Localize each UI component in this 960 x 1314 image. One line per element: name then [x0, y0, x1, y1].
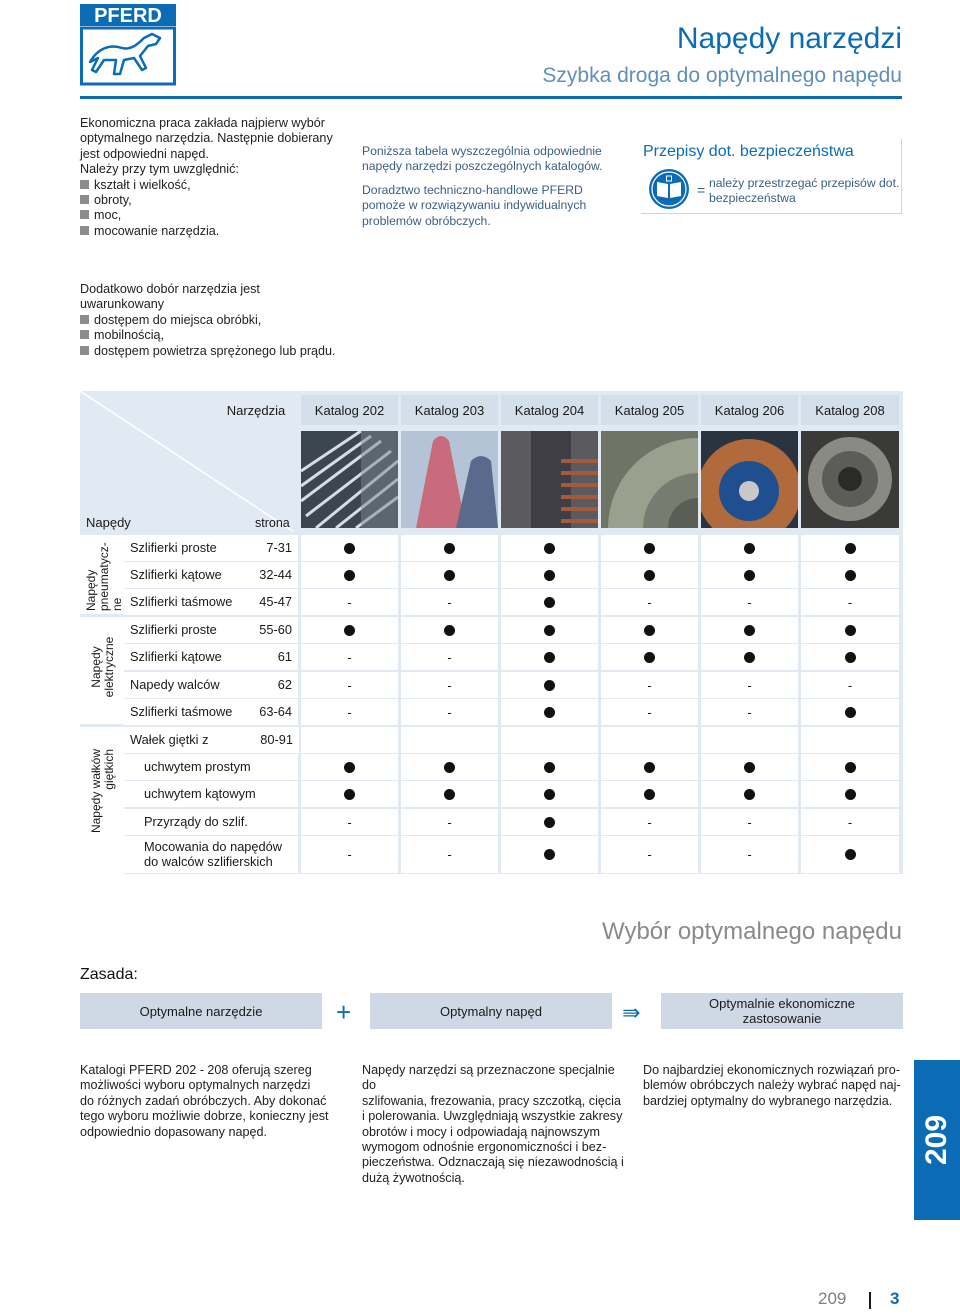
page-title: Napędy narzędzi [676, 22, 902, 55]
compat-cell [801, 727, 899, 753]
compatible-dot-icon [845, 707, 856, 718]
compat-cell [601, 672, 698, 698]
compatible-dot-icon [344, 625, 355, 636]
footer-section-number: 209 [818, 1289, 847, 1308]
compat-cell [301, 699, 398, 725]
compatible-dot-icon [444, 543, 455, 554]
table-row [124, 809, 298, 835]
compat-cell [701, 562, 798, 588]
compat-cell [301, 836, 398, 873]
not-compatible-dash: - [847, 594, 853, 610]
compatible-dot-icon [845, 625, 856, 636]
compat-cell [301, 754, 398, 780]
plus-icon: + [336, 997, 352, 1027]
compat-cell [801, 699, 899, 725]
compat-cell [801, 589, 899, 615]
compat-cell [501, 617, 598, 643]
compat-cell [701, 699, 798, 725]
drive-name: Szlifierki kątowe [130, 567, 222, 582]
compat-cell [401, 589, 498, 615]
bullet-square-icon [80, 330, 89, 339]
drive-name: Napedy walców [130, 677, 220, 692]
compat-cell [301, 644, 398, 670]
table-description: Poniższa tabela wyszczególnia odpowiednie napędy narzędzi poszczególnych katalogów. [362, 144, 603, 174]
bullet-item: mocowanie narzędzia. [80, 224, 350, 239]
compat-cell [801, 809, 899, 835]
bullet-square-icon [80, 226, 89, 235]
bullet-square-icon [80, 195, 89, 204]
optimal-application-box: Optymalnie ekonomiczne zastosowanie [661, 993, 903, 1029]
header-rule [80, 96, 902, 99]
not-compatible-dash: - [347, 814, 352, 830]
compat-cell [601, 589, 698, 615]
group-electric: Napędy elektryczne [80, 617, 124, 724]
bullet-item: kształt i wielkość, [80, 178, 350, 193]
table-row [124, 562, 298, 588]
table-row [124, 589, 298, 615]
optimal-tool-box: Optymalne narzędzie [80, 993, 322, 1029]
compat-cell [801, 535, 899, 561]
compatible-dot-icon [644, 762, 655, 773]
compat-cell [401, 562, 498, 588]
compat-cell [801, 836, 899, 873]
drives-column-label: Napędy [86, 515, 131, 530]
table-row [124, 727, 299, 753]
compat-cell [701, 809, 798, 835]
page-ref: 61 [277, 649, 292, 664]
compatible-dot-icon [544, 707, 555, 718]
not-compatible-dash: - [847, 814, 853, 830]
page-ref: 55-60 [259, 622, 292, 637]
compat-cell [701, 589, 798, 615]
not-compatible-dash: - [447, 704, 452, 720]
not-compatible-dash: - [347, 677, 352, 693]
compatible-dot-icon [544, 762, 555, 773]
table-row [124, 754, 298, 780]
not-compatible-dash: - [447, 594, 452, 610]
compat-cell [601, 644, 698, 670]
header-catalog-205: Katalog 205 [601, 395, 698, 425]
compat-cell [701, 754, 798, 780]
section-title: Wybór optymalnego napędu [602, 918, 902, 945]
compatible-dot-icon [744, 652, 755, 663]
compat-cell [701, 672, 798, 698]
compatible-dot-icon [444, 789, 455, 800]
compat-cell [601, 809, 698, 835]
compat-cell [501, 781, 598, 807]
compatible-dot-icon [544, 817, 555, 828]
compatible-dot-icon [444, 570, 455, 581]
book-info-icon [648, 168, 690, 210]
bullet-square-icon [80, 210, 89, 219]
compatible-dot-icon [344, 762, 355, 773]
compat-cell [401, 781, 498, 807]
compat-cell [401, 809, 498, 835]
table-row [124, 781, 298, 807]
compat-cell [501, 589, 598, 615]
compat-cell [501, 809, 598, 835]
not-compatible-dash: - [747, 814, 752, 830]
compatible-dot-icon [744, 789, 755, 800]
compat-cell [401, 754, 498, 780]
compatible-dot-icon [544, 625, 555, 636]
compat-cell [301, 809, 398, 835]
compat-cell [401, 836, 498, 873]
advice-text: Doradztwo techniczno-handlowe PFERD pomoże w rozwiązywaniu indywidualnych problemów obróbczych. [362, 183, 587, 228]
page-ref: 80-91 [260, 732, 293, 747]
drive-name: uchwytem kątowym [144, 786, 256, 801]
compat-cell [301, 617, 398, 643]
not-compatible-dash: - [447, 649, 452, 665]
compat-cell [701, 644, 798, 670]
compat-cell [501, 836, 598, 873]
not-compatible-dash: - [647, 847, 652, 862]
compat-cell [501, 562, 598, 588]
compatible-dot-icon [845, 762, 856, 773]
compat-cell [301, 781, 398, 807]
arrow-right-icon: ⇛ [622, 1000, 641, 1025]
compatible-dot-icon [644, 652, 655, 663]
compatible-dot-icon [344, 789, 355, 800]
compat-cell [401, 535, 498, 561]
not-compatible-dash: - [647, 814, 652, 830]
table-row [124, 535, 298, 561]
compat-cell [401, 699, 498, 725]
compatible-dot-icon [344, 543, 355, 554]
header-catalog-204: Katalog 204 [501, 395, 598, 425]
bottom-column-3: Do najbardziej ekonomicznych rozwiązań pro- blemów obróbczych należy wybrać napęd naj- bardziej optymalny do wybranego narzędzia. [643, 1063, 901, 1108]
drive-name: Szlifierki taśmowe [130, 594, 233, 609]
logo-wordmark: PFERD [94, 5, 162, 27]
section-tab [914, 1060, 960, 1220]
drive-name: Szlifierki proste [130, 622, 217, 637]
compatible-dot-icon [544, 597, 555, 608]
compat-cell [601, 562, 698, 588]
bullet-square-icon [80, 315, 89, 324]
bullet-item: dostępem do miejsca obróbki, [80, 313, 360, 328]
safety-title: Przepisy dot. bezpieczeństwa [643, 143, 854, 160]
header-catalog-203: Katalog 203 [401, 395, 498, 425]
not-compatible-dash: - [347, 704, 352, 720]
bottom-column-1: Katalogi PFERD 202 - 208 oferują szereg możliwości wyboru optymalnych narzędzi do różnych zadań obróbczych. Aby dokonać tego wyboru możliwie dobrze, konieczny jest odpowiednio dopasowany napęd. [80, 1063, 329, 1139]
table-row [124, 644, 298, 670]
compatible-dot-icon [444, 762, 455, 773]
compat-cell [601, 727, 698, 753]
page-ref: 63-64 [259, 704, 292, 719]
drive-name: Szlifierki taśmowe [130, 704, 233, 719]
compat-cell [701, 535, 798, 561]
group-pneumatic: Napędy pneumatycz- ne [80, 535, 124, 614]
compat-cell [401, 672, 498, 698]
bullet-item: obroty, [80, 193, 350, 208]
not-compatible-dash: - [747, 677, 752, 693]
safety-text: należy przestrzegać przepisów dot. bezpieczeństwa [709, 176, 900, 206]
table-row [124, 672, 298, 698]
compatible-dot-icon [644, 625, 655, 636]
compat-cell [501, 535, 598, 561]
drive-name: uchwytem prostym [144, 759, 251, 774]
compat-cell [701, 836, 798, 873]
compat-cell [801, 754, 899, 780]
flap-disc-image [701, 431, 798, 528]
abrasive-belt-image [501, 431, 598, 528]
page-ref: 45-47 [259, 594, 292, 609]
pferd-logo [80, 4, 176, 86]
cutting-disc-image [601, 431, 698, 528]
mounted-point-image [401, 431, 498, 528]
not-compatible-dash: - [647, 704, 652, 720]
drive-name: Wałek giętki z [130, 732, 209, 747]
not-compatible-dash: - [347, 847, 352, 862]
compat-cell [401, 727, 498, 753]
header-narzedzia: Narzędzia [214, 395, 298, 425]
compat-cell [701, 781, 798, 807]
intro-paragraph-1: Ekonomiczna praca zakłada najpierw wybór optymalnego narzędzia. Następnie dobierany jest odpowiedni napęd. Należy przy tym uwzględnić: kształt i wielkość, obroty, moc, mocowanie narzędzia. [80, 116, 350, 239]
principle-label: Zasada: [80, 966, 138, 983]
page-column-label: strona [255, 516, 290, 530]
not-compatible-dash: - [647, 594, 652, 610]
table-row [124, 836, 298, 873]
compat-cell [601, 617, 698, 643]
compatible-dot-icon [544, 570, 555, 581]
footer-page-number: 3 [890, 1289, 900, 1308]
compat-cell [801, 781, 899, 807]
drive-name: Przyrządy do szlif. [144, 814, 248, 829]
page-subtitle: Szybka droga do optymalnego napędu [542, 64, 902, 87]
section-tab-number: 209 [920, 1114, 953, 1166]
compat-cell [601, 699, 698, 725]
not-compatible-dash: - [647, 677, 652, 693]
compatible-dot-icon [544, 652, 555, 663]
bullet-square-icon [80, 180, 89, 189]
compatible-dot-icon [644, 789, 655, 800]
drive-name: Mocowania do napędów do walców szlifierskich [144, 839, 283, 869]
header-catalog-208: Katalog 208 [801, 395, 899, 425]
bottom-column-2: Napędy narzędzi są przeznaczone specjalnie do szlifowania, frezowania, pracy szczotką, cięcia i polerowania. Uwzględniają wszystkie zakresy obrotów i mocy i odpowiadają najnowszym wymogom odnośnie ergonomiczności i bez- pieczeństwa. Odznaczają się niezawodnością i dużą żywotnością. [362, 1063, 624, 1185]
compat-cell [301, 672, 398, 698]
compat-cell [301, 589, 398, 615]
compat-cell [801, 617, 899, 643]
header-catalog-202: Katalog 202 [301, 395, 398, 425]
compat-cell [301, 562, 398, 588]
compat-cell [801, 672, 899, 698]
compat-cell [501, 699, 598, 725]
compat-cell [301, 535, 398, 561]
compatible-dot-icon [544, 680, 555, 691]
compatible-dot-icon [744, 625, 755, 636]
compat-cell [701, 617, 798, 643]
compat-cell [801, 644, 899, 670]
safety-equals: = [697, 182, 706, 198]
compat-cell [301, 727, 398, 753]
compatible-dot-icon [845, 789, 856, 800]
compatible-dot-icon [644, 543, 655, 554]
page-ref: 32-44 [259, 567, 292, 582]
intro-paragraph-2: Dodatkowo dobór narzędzia jest uwarunkowany dostępem do miejsca obróbki, mobilnością, dostępem powietrza sprężonego lub prądu. [80, 282, 360, 359]
table-row [124, 617, 298, 643]
group-flexible-shaft: Napędy wałków giętkich [80, 727, 124, 874]
not-compatible-dash: - [747, 847, 752, 862]
not-compatible-dash: - [447, 814, 452, 830]
compatible-dot-icon [744, 543, 755, 554]
page-ref: 62 [277, 677, 292, 692]
compatible-dot-icon [845, 849, 856, 860]
table-row [124, 699, 298, 725]
compat-cell [701, 727, 798, 753]
compatible-dot-icon [845, 570, 856, 581]
compat-cell [601, 535, 698, 561]
drive-name: Szlifierki kątowe [130, 649, 222, 664]
not-compatible-dash: - [447, 677, 452, 693]
compat-cell [401, 644, 498, 670]
compat-cell [501, 754, 598, 780]
compat-cell [801, 562, 899, 588]
not-compatible-dash: - [447, 847, 452, 862]
not-compatible-dash: - [347, 649, 352, 665]
bullet-item: dostępem powietrza sprężonego lub prądu. [80, 344, 360, 359]
not-compatible-dash: - [747, 704, 752, 720]
page-ref: 7-31 [266, 540, 292, 555]
footer-separator [869, 1292, 871, 1309]
drive-name: Szlifierki proste [130, 540, 217, 555]
header-catalog-206: Katalog 206 [701, 395, 798, 425]
compatible-dot-icon [544, 849, 555, 860]
wire-brush-image [801, 431, 899, 528]
bullet-item: moc, [80, 208, 350, 223]
compatible-dot-icon [644, 570, 655, 581]
not-compatible-dash: - [747, 594, 752, 610]
bullet-item: mobilnością, [80, 328, 360, 343]
compat-cell [601, 754, 698, 780]
compatible-dot-icon [544, 789, 555, 800]
compatible-dot-icon [845, 652, 856, 663]
not-compatible-dash: - [847, 677, 853, 693]
compatible-dot-icon [444, 625, 455, 636]
compat-cell [501, 727, 598, 753]
compat-cell [501, 644, 598, 670]
compatible-dot-icon [544, 543, 555, 554]
carbide-burr-image [301, 431, 398, 528]
compat-cell [401, 617, 498, 643]
not-compatible-dash: - [347, 594, 352, 610]
bullet-square-icon [80, 346, 89, 355]
compatible-dot-icon [845, 543, 856, 554]
compat-cell [601, 781, 698, 807]
compatible-dot-icon [744, 762, 755, 773]
compat-cell [601, 836, 698, 873]
compat-cell [501, 672, 598, 698]
compatible-dot-icon [344, 570, 355, 581]
optimal-drive-box: Optymalny napęd [370, 993, 612, 1029]
svg-text:i: i [667, 186, 671, 197]
compatible-dot-icon [744, 570, 755, 581]
